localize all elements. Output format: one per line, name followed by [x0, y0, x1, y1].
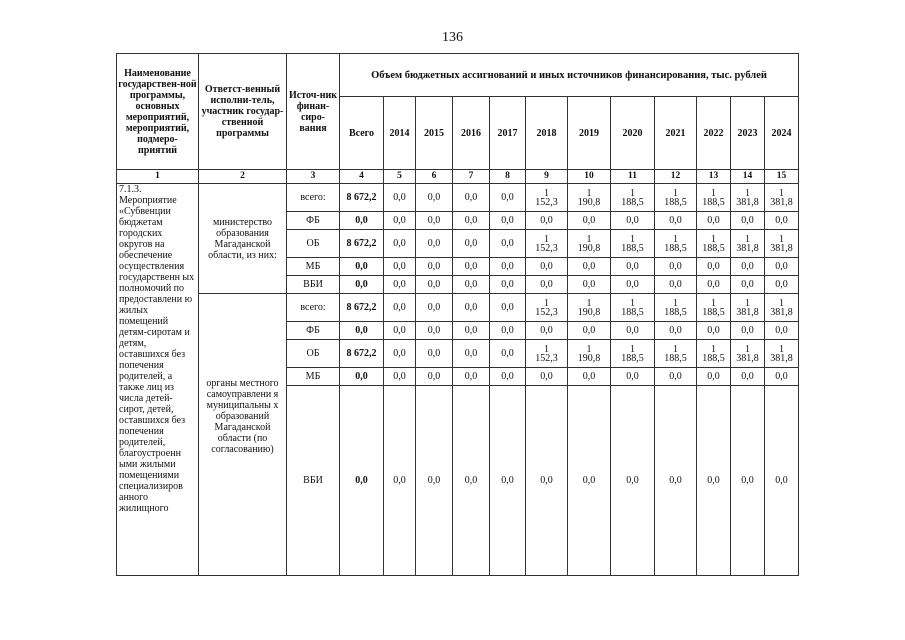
funding-value-2019: 0,0	[568, 368, 611, 386]
header-year-2019: 2019	[568, 97, 611, 170]
funding-value-text: 1 188,5	[621, 343, 644, 364]
funding-value-2018: 0,0	[526, 386, 568, 576]
header-total: Всего	[340, 97, 384, 170]
funding-value-2017: 0,0	[490, 294, 526, 322]
funding-value-2018: 0,0	[526, 258, 568, 276]
column-number: 1	[117, 170, 199, 184]
funding-value-2015: 0,0	[416, 386, 453, 576]
funding-total: 8 672,2	[340, 294, 384, 322]
funding-value-2020: 0,0	[611, 212, 655, 230]
funding-source: всего:	[287, 184, 340, 212]
header-year-2014: 2014	[384, 97, 416, 170]
funding-value-2022	[697, 230, 731, 258]
funding-value-text: 1 188,5	[664, 233, 687, 254]
funding-value-2015: 0,0	[416, 212, 453, 230]
funding-value-2024	[765, 294, 799, 322]
column-number: 15	[765, 170, 799, 184]
header-year-2020: 2020	[611, 97, 655, 170]
funding-value-2020: 0,0	[611, 386, 655, 576]
funding-value-2021: 0,0	[655, 258, 697, 276]
funding-value-text: 1 190,8	[577, 187, 601, 208]
funding-value-2014: 0,0	[384, 184, 416, 212]
funding-value-2023: 0,0	[731, 212, 765, 230]
funding-value-2021: 0,0	[655, 386, 697, 576]
funding-value-2017: 0,0	[490, 368, 526, 386]
funding-value-2015: 0,0	[416, 230, 453, 258]
funding-source: ОБ	[287, 340, 340, 368]
funding-source: МБ	[287, 368, 340, 386]
funding-value-2018	[526, 294, 568, 322]
column-number: 9	[526, 170, 568, 184]
funding-value-2018	[526, 340, 568, 368]
funding-value-text: 1 188,5	[702, 343, 725, 364]
column-number: 10	[568, 170, 611, 184]
funding-value-2015: 0,0	[416, 258, 453, 276]
funding-value-2024: 0,0	[765, 276, 799, 294]
funding-value-2021	[655, 340, 697, 368]
funding-value-2015: 0,0	[416, 322, 453, 340]
funding-source: ВБИ	[287, 276, 340, 294]
funding-value-2015: 0,0	[416, 340, 453, 368]
funding-total: 0,0	[340, 258, 384, 276]
funding-value-2016: 0,0	[453, 212, 490, 230]
funding-value-text: 1 152,3	[535, 187, 558, 208]
funding-value-2021: 0,0	[655, 276, 697, 294]
funding-value-2016: 0,0	[453, 276, 490, 294]
funding-source: всего:	[287, 294, 340, 322]
funding-value-2014: 0,0	[384, 386, 416, 576]
funding-value-2019	[568, 294, 611, 322]
column-number: 4	[340, 170, 384, 184]
funding-value-text: 1 152,3	[535, 297, 558, 318]
funding-value-2022	[697, 340, 731, 368]
funding-value-text: 1 188,5	[664, 187, 687, 208]
funding-value-2022: 0,0	[697, 258, 731, 276]
funding-value-2016: 0,0	[453, 322, 490, 340]
header-year-2021: 2021	[655, 97, 697, 170]
header-source: Источ-ник финан-сиро-вания	[287, 54, 340, 170]
column-number: 8	[490, 170, 526, 184]
funding-source: МБ	[287, 258, 340, 276]
column-number: 6	[416, 170, 453, 184]
funding-total: 0,0	[340, 322, 384, 340]
funding-value-2016: 0,0	[453, 386, 490, 576]
funding-value-2017: 0,0	[490, 276, 526, 294]
funding-value-text: 1 190,8	[577, 233, 601, 254]
measure-name: 7.1.3. Мероприятие «Субвенции бюджетам городских округов на обеспечение осуществления государственн ых полномочий по предоставлени ю жилых помещений детям-сиротам и детям, оставшихся без попечения родителей, а также лиц из числа детей-сирот, детей, оставшихся без попечения родителей, благоустроенн ыми жилыми помещениями специализиров анного жилищного	[117, 184, 199, 576]
funding-value-2019: 0,0	[568, 258, 611, 276]
funding-value-2017: 0,0	[490, 386, 526, 576]
funding-value-2017: 0,0	[490, 230, 526, 258]
funding-value-2023: 0,0	[731, 258, 765, 276]
funding-value-2014: 0,0	[384, 368, 416, 386]
funding-total: 0,0	[340, 276, 384, 294]
funding-value-text: 1 381,8	[736, 297, 759, 318]
budget-table	[116, 53, 799, 576]
column-number: 11	[611, 170, 655, 184]
funding-value-text: 1 188,5	[702, 233, 725, 254]
funding-value-2022: 0,0	[697, 276, 731, 294]
funding-value-2021	[655, 184, 697, 212]
executor-local-government	[199, 294, 287, 576]
funding-value-text: 1 381,8	[770, 343, 793, 364]
funding-value-2020	[611, 230, 655, 258]
funding-value-2019	[568, 340, 611, 368]
funding-value-2016: 0,0	[453, 294, 490, 322]
funding-value-text: 1 381,8	[770, 233, 793, 254]
funding-value-2024: 0,0	[765, 386, 799, 576]
funding-value-text: 1 188,5	[664, 297, 687, 318]
funding-value-2016: 0,0	[453, 230, 490, 258]
funding-value-text: 1 381,8	[736, 187, 759, 208]
funding-value-2020: 0,0	[611, 258, 655, 276]
funding-value-2015: 0,0	[416, 294, 453, 322]
funding-value-2018: 0,0	[526, 276, 568, 294]
funding-value-2015: 0,0	[416, 184, 453, 212]
funding-value-2014: 0,0	[384, 340, 416, 368]
funding-value-text: 1 152,3	[535, 343, 558, 364]
funding-value-2021: 0,0	[655, 212, 697, 230]
funding-total: 8 672,2	[340, 340, 384, 368]
funding-value-2019: 0,0	[568, 322, 611, 340]
header-year-2016: 2016	[453, 97, 490, 170]
funding-value-2021	[655, 294, 697, 322]
funding-value-2017: 0,0	[490, 184, 526, 212]
funding-source: ФБ	[287, 322, 340, 340]
funding-value-text: 1 188,5	[621, 187, 644, 208]
funding-value-2020: 0,0	[611, 276, 655, 294]
funding-value-2022	[697, 184, 731, 212]
header-year-2015: 2015	[416, 97, 453, 170]
funding-value-2022: 0,0	[697, 212, 731, 230]
funding-value-2024	[765, 184, 799, 212]
column-number: 14	[731, 170, 765, 184]
header-year-2018: 2018	[526, 97, 568, 170]
funding-value-2023	[731, 184, 765, 212]
funding-value-2017: 0,0	[490, 322, 526, 340]
funding-value-2019	[568, 230, 611, 258]
funding-source: ВБИ	[287, 386, 340, 576]
column-number: 12	[655, 170, 697, 184]
funding-value-2024	[765, 340, 799, 368]
funding-value-text: 1 188,5	[664, 343, 687, 364]
header-funding-group: Объем бюджетных ассигнований и иных источников финансирования, тыс. рублей	[340, 54, 799, 97]
header-year-2023: 2023	[731, 97, 765, 170]
funding-value-2021	[655, 230, 697, 258]
funding-value-2022: 0,0	[697, 386, 731, 576]
funding-value-2014: 0,0	[384, 212, 416, 230]
funding-value-2020: 0,0	[611, 368, 655, 386]
funding-value-2015: 0,0	[416, 368, 453, 386]
funding-value-text: 1 381,8	[736, 233, 759, 254]
funding-value-text: 1 188,5	[621, 233, 644, 254]
table-row	[117, 294, 799, 322]
header-program-name: Наименование государствен-ной программы, основных мероприятий, мероприятий, подмеро-приятий	[117, 54, 199, 170]
funding-value-2021: 0,0	[655, 368, 697, 386]
funding-value-2023	[731, 230, 765, 258]
funding-value-2017: 0,0	[490, 212, 526, 230]
funding-source: ФБ	[287, 212, 340, 230]
funding-value-2023	[731, 294, 765, 322]
funding-value-text: 1 190,8	[577, 343, 601, 364]
funding-value-2023: 0,0	[731, 368, 765, 386]
funding-value-2024: 0,0	[765, 258, 799, 276]
funding-value-2020: 0,0	[611, 322, 655, 340]
funding-value-2016: 0,0	[453, 184, 490, 212]
funding-value-2020	[611, 294, 655, 322]
funding-value-text: 1 381,8	[770, 297, 793, 318]
funding-value-text: 1 381,8	[736, 343, 759, 364]
funding-value-2019: 0,0	[568, 212, 611, 230]
funding-value-2016: 0,0	[453, 258, 490, 276]
funding-value-2018	[526, 230, 568, 258]
funding-value-2017: 0,0	[490, 340, 526, 368]
funding-value-2021: 0,0	[655, 322, 697, 340]
funding-total: 0,0	[340, 368, 384, 386]
column-number: 3	[287, 170, 340, 184]
funding-value-2023	[731, 340, 765, 368]
funding-value-2014: 0,0	[384, 322, 416, 340]
funding-value-text: 1 188,5	[702, 187, 725, 208]
funding-value-2020	[611, 184, 655, 212]
funding-value-2024: 0,0	[765, 368, 799, 386]
funding-source: ОБ	[287, 230, 340, 258]
funding-value-2022	[697, 294, 731, 322]
funding-total: 8 672,2	[340, 184, 384, 212]
funding-value-2018	[526, 184, 568, 212]
funding-value-2018: 0,0	[526, 322, 568, 340]
funding-value-2022: 0,0	[697, 368, 731, 386]
funding-value-2017: 0,0	[490, 258, 526, 276]
funding-value-2014: 0,0	[384, 276, 416, 294]
funding-value-text: 1 152,3	[535, 233, 558, 254]
funding-value-text: 1 188,5	[702, 297, 725, 318]
header-year-2024: 2024	[765, 97, 799, 170]
column-number: 2	[199, 170, 287, 184]
funding-value-2014: 0,0	[384, 230, 416, 258]
funding-value-2019	[568, 184, 611, 212]
header-executor: Ответст-венный исполни-тель, участник государ-ственной программы	[199, 54, 287, 170]
funding-value-2018: 0,0	[526, 368, 568, 386]
funding-value-2023: 0,0	[731, 386, 765, 576]
funding-total: 0,0	[340, 212, 384, 230]
funding-value-2022: 0,0	[697, 322, 731, 340]
page-number: 136	[442, 30, 463, 45]
funding-value-2015: 0,0	[416, 276, 453, 294]
funding-value-2014: 0,0	[384, 294, 416, 322]
funding-value-2023: 0,0	[731, 322, 765, 340]
funding-value-2024: 0,0	[765, 322, 799, 340]
executor-ministry: министерство образования Магаданской области, из них:	[199, 184, 287, 294]
table-row	[117, 184, 799, 212]
funding-value-2014: 0,0	[384, 258, 416, 276]
funding-value-2019: 0,0	[568, 276, 611, 294]
column-number: 5	[384, 170, 416, 184]
funding-value-2024	[765, 230, 799, 258]
column-number: 13	[697, 170, 731, 184]
funding-value-text: 1 381,8	[770, 187, 793, 208]
header-year-2017: 2017	[490, 97, 526, 170]
funding-value-2018: 0,0	[526, 212, 568, 230]
funding-total: 0,0	[340, 386, 384, 576]
executor-local-government-label: органы местного самоуправлени я муниципальны х образований Магаданской области (по согласованию)	[206, 378, 279, 455]
funding-value-text: 1 190,8	[577, 297, 601, 318]
funding-value-2016: 0,0	[453, 340, 490, 368]
header-year-2022: 2022	[697, 97, 731, 170]
funding-value-text: 1 188,5	[621, 297, 644, 318]
funding-value-2020	[611, 340, 655, 368]
funding-value-2024: 0,0	[765, 212, 799, 230]
funding-value-2016: 0,0	[453, 368, 490, 386]
funding-total: 8 672,2	[340, 230, 384, 258]
funding-value-2023: 0,0	[731, 276, 765, 294]
column-number: 7	[453, 170, 490, 184]
funding-value-2019: 0,0	[568, 386, 611, 576]
